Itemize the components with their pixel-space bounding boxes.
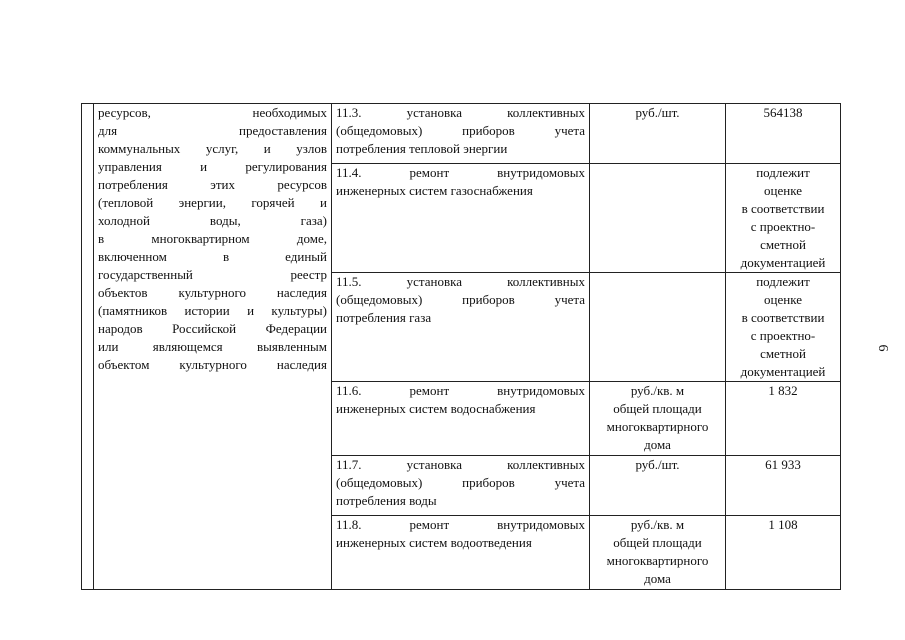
- description-line: включенном в единый: [98, 249, 327, 264]
- work-name-line: инженерных систем газоснабжения: [336, 183, 533, 198]
- work-name-line: (общедомовых) приборов учета: [336, 123, 585, 138]
- unit-cell: [590, 164, 726, 273]
- value-line: подлежит: [756, 165, 810, 180]
- description-line: объектом культурного наследия: [98, 357, 327, 372]
- value-cell: [726, 164, 841, 273]
- unit-cell: [590, 456, 726, 516]
- work-name-line: 11.6. ремонт внутридомовых: [336, 383, 585, 398]
- value-line: в соответствии: [741, 310, 825, 325]
- work-name-line: 11.5. установка коллективных: [336, 274, 585, 289]
- unit-line: руб./шт.: [635, 105, 680, 120]
- work-name-line: 11.3. установка коллективных: [336, 105, 585, 120]
- description-line: потребления этих ресурсов: [98, 177, 327, 192]
- work-name-line: (общедомовых) приборов учета: [336, 292, 585, 307]
- work-name-line: потребления тепловой энергии: [336, 141, 508, 156]
- unit-cell: [590, 382, 726, 456]
- unit-line: дома: [644, 571, 671, 586]
- work-name-cell: [332, 456, 590, 516]
- unit-line: общей площади: [613, 401, 702, 416]
- description-line: (тепловой энергии, горячей и: [98, 195, 327, 210]
- work-name-line: потребления воды: [336, 493, 437, 508]
- description-line: ресурсов, необходимых: [98, 105, 327, 120]
- value-line: сметной: [760, 237, 806, 252]
- page-number: 6: [875, 344, 890, 352]
- service-description-cell: [94, 104, 332, 590]
- description-line: народов Российской Федерации: [98, 321, 327, 336]
- value-line: 61 933: [765, 457, 801, 472]
- value-line: в соответствии: [741, 201, 825, 216]
- work-name-cell: [332, 516, 590, 590]
- description-line: объектов культурного наследия: [98, 285, 327, 300]
- work-name-line: 11.4. ремонт внутридомовых: [336, 165, 585, 180]
- work-name-line: 11.8. ремонт внутридомовых: [336, 517, 585, 532]
- unit-cell: [590, 516, 726, 590]
- value-line: 1 832: [768, 383, 798, 398]
- description-line: холодной воды, газа): [98, 213, 327, 228]
- index-column-cell: [82, 104, 94, 590]
- work-name-line: инженерных систем водоотведения: [336, 535, 532, 550]
- table-body: [82, 104, 841, 590]
- value-line: с проектно-: [750, 328, 816, 343]
- unit-line: общей площади: [613, 535, 702, 550]
- unit-line: руб./кв. м: [630, 383, 685, 398]
- work-name-cell: [332, 164, 590, 273]
- work-name-line: 11.7. установка коллективных: [336, 457, 585, 472]
- work-name-cell: [332, 273, 590, 382]
- value-line: документацией: [740, 255, 826, 270]
- unit-line: многоквартирного: [606, 419, 709, 434]
- value-cell: [726, 382, 841, 456]
- work-name-line: (общедомовых) приборов учета: [336, 475, 585, 490]
- description-line: (памятников истории и культуры): [98, 303, 327, 318]
- description-line: в многоквартирном доме,: [98, 231, 327, 246]
- unit-line: руб./кв. м: [630, 517, 685, 532]
- description-line: управления и регулирования: [98, 159, 327, 174]
- value-cell: [726, 516, 841, 590]
- value-line: с проектно-: [750, 219, 816, 234]
- tariff-table: [81, 103, 841, 590]
- value-line: 1 108: [768, 517, 798, 532]
- description-line: государственный реестр: [98, 267, 327, 282]
- unit-line: многоквартирного: [606, 553, 709, 568]
- description-line: или являющемся выявленным: [98, 339, 327, 354]
- unit-line: дома: [644, 437, 671, 452]
- value-line: подлежит: [756, 274, 810, 289]
- unit-line: руб./шт.: [635, 457, 680, 472]
- value-cell: [726, 104, 841, 164]
- work-name-line: потребления газа: [336, 310, 432, 325]
- value-cell: [726, 456, 841, 516]
- table-row: [82, 104, 841, 164]
- description-line: для предоставления: [98, 123, 327, 138]
- value-line: оценке: [764, 292, 802, 307]
- work-name-line: инженерных систем водоснабжения: [336, 401, 536, 416]
- value-line: оценке: [764, 183, 802, 198]
- work-name-cell: [332, 382, 590, 456]
- value-cell: [726, 273, 841, 382]
- value-line: 564138: [763, 105, 803, 120]
- value-line: сметной: [760, 346, 806, 361]
- unit-cell: [590, 273, 726, 382]
- unit-cell: [590, 104, 726, 164]
- work-name-cell: [332, 104, 590, 164]
- value-line: документацией: [740, 364, 826, 379]
- description-line: коммунальных услуг, и узлов: [98, 141, 327, 156]
